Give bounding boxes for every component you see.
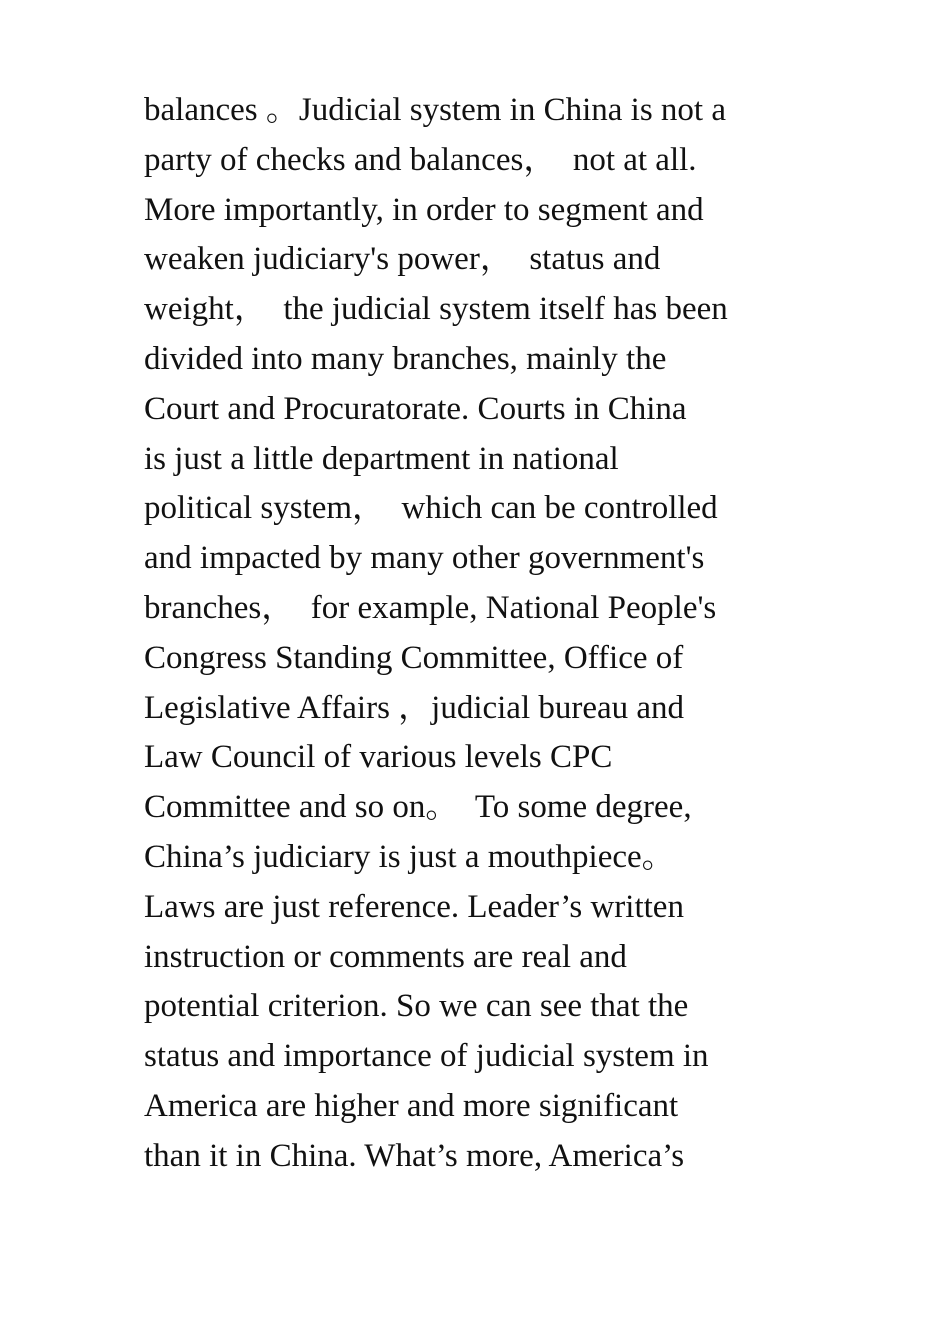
text-line: party of checks and balances， not at all. — [144, 141, 697, 178]
text-line: and impacted by many other government's — [144, 540, 705, 577]
text-line: weight， the judicial system itself has been — [144, 291, 728, 328]
text-line: is just a little department in national — [144, 440, 619, 477]
text-line: branches， for example, National People's — [144, 589, 717, 626]
text-line: weaken judiciary's power， status and — [144, 241, 661, 278]
text-line: Committee and so on。 To some degree, — [144, 789, 692, 826]
text-line: Law Council of various levels CPC — [144, 739, 613, 776]
text-line: China’s judiciary is just a mouthpiece。 — [144, 838, 675, 875]
text-line: status and importance of judicial system in — [144, 1038, 709, 1075]
text-line: America are higher and more significant — [144, 1087, 679, 1124]
text-line: Legislative Affairs ，judicial bureau and — [144, 689, 685, 726]
text-line: Congress Standing Committee, Office of — [144, 639, 684, 676]
text-line: Laws are just reference. Leader’s written — [144, 888, 684, 925]
text-line: Court and Procuratorate. Courts in China — [144, 390, 687, 427]
text-line: balances 。Judicial system in China is not a — [144, 92, 726, 128]
text-line: than it in China. What’s more, America’s — [144, 1137, 685, 1174]
body-paragraph — [144, 86, 844, 1182]
text-line: divided into many branches, mainly the — [144, 340, 667, 377]
text-line: potential criterion. So we can see that the — [144, 988, 689, 1025]
text-line: More importantly, in order to segment and — [144, 191, 704, 228]
text-line: political system， which can be controlled — [144, 490, 718, 527]
text-line: instruction or comments are real and — [144, 938, 627, 975]
